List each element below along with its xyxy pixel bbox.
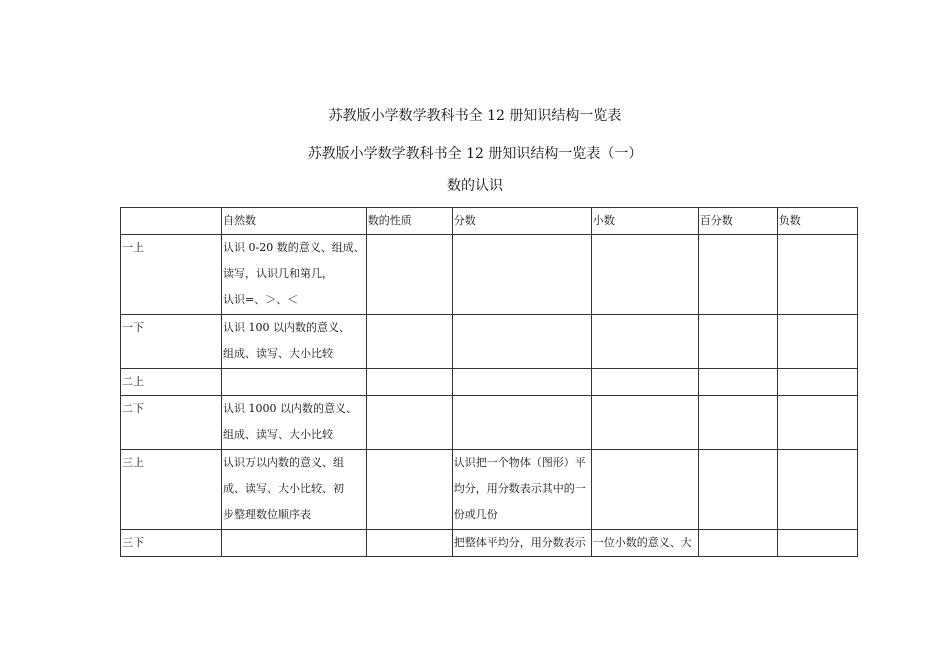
cell-decimals xyxy=(591,369,698,396)
cell-text-line: 认识 1000 以内数的意义、 xyxy=(223,402,357,415)
cell-natural-numbers xyxy=(222,450,367,530)
cell-number-properties xyxy=(366,530,452,557)
cell-text-line: 认识=、＞、＜ xyxy=(223,293,299,306)
cell-negative-numbers xyxy=(777,235,857,315)
table-header-row xyxy=(121,208,858,235)
cell-percentages xyxy=(698,315,777,369)
cell-percentages xyxy=(698,450,777,530)
header-cell-decimals: 小数 xyxy=(591,208,698,235)
grade-cell: 二上 xyxy=(121,369,222,396)
cell-decimals xyxy=(591,396,698,450)
cell-number-properties xyxy=(366,235,452,315)
table-row xyxy=(121,450,858,530)
cell-number-properties xyxy=(366,315,452,369)
section-title: 数的认识 xyxy=(447,178,503,194)
cell-number-properties xyxy=(366,369,452,396)
table-row xyxy=(121,530,858,557)
cell-text-line: 认识把一个物体（图形）平 xyxy=(453,456,586,469)
cell-negative-numbers xyxy=(777,530,857,557)
cell-fractions xyxy=(452,369,591,396)
cell-text-line: 份或几份 xyxy=(453,508,498,521)
grade-cell: 二下 xyxy=(121,396,222,450)
header-cell-negative-numbers: 负数 xyxy=(777,208,857,235)
cell-fractions xyxy=(452,396,591,450)
cell-decimals xyxy=(591,235,698,315)
header-cell-percentages: 百分数 xyxy=(698,208,777,235)
cell-number-properties xyxy=(366,396,452,450)
cell-text-line: 把整体平均分，用分数表示 xyxy=(453,536,586,549)
header-cell-number-properties: 数的性质 xyxy=(366,208,452,235)
cell-decimals xyxy=(591,530,698,557)
table-row xyxy=(121,235,858,315)
grade-cell: 一下 xyxy=(121,315,222,369)
grade-cell: 一上 xyxy=(121,235,222,315)
header-cell-fractions: 分数 xyxy=(452,208,591,235)
cell-natural-numbers xyxy=(222,235,367,315)
grade-cell: 三上 xyxy=(121,450,222,530)
cell-natural-numbers xyxy=(222,530,367,557)
table-row xyxy=(121,369,858,396)
cell-decimals xyxy=(591,450,698,530)
knowledge-table xyxy=(120,207,858,557)
cell-negative-numbers xyxy=(777,369,857,396)
cell-percentages xyxy=(698,369,777,396)
cell-percentages xyxy=(698,396,777,450)
cell-fractions xyxy=(452,450,591,530)
table-row xyxy=(121,315,858,369)
cell-natural-numbers xyxy=(222,315,367,369)
cell-fractions xyxy=(452,530,591,557)
cell-decimals xyxy=(591,315,698,369)
cell-percentages xyxy=(698,530,777,557)
cell-text-line: 组成、读写、大小比较 xyxy=(223,347,333,360)
cell-text-line: 读写，认识几和第几， xyxy=(223,267,333,280)
document-title: 苏教版小学数学教科书全 12 册知识结构一览表 xyxy=(328,108,622,124)
cell-fractions xyxy=(452,235,591,315)
header-cell-corner xyxy=(121,208,222,235)
cell-natural-numbers xyxy=(222,396,367,450)
cell-fractions xyxy=(452,315,591,369)
cell-natural-numbers xyxy=(222,369,367,396)
table-row xyxy=(121,396,858,450)
cell-negative-numbers xyxy=(777,450,857,530)
cell-text-line: 一位小数的意义、大 xyxy=(592,536,692,549)
cell-text-line: 认识 100 以内数的意义、 xyxy=(223,321,350,334)
cell-text-line: 成、读写、大小比较、初 xyxy=(223,482,344,495)
grade-cell: 三下 xyxy=(121,530,222,557)
cell-text-line: 认识 0-20 数的意义、组成、 xyxy=(223,241,365,254)
cell-negative-numbers xyxy=(777,396,857,450)
cell-negative-numbers xyxy=(777,315,857,369)
cell-number-properties xyxy=(366,450,452,530)
header-cell-natural-numbers: 自然数 xyxy=(222,208,367,235)
cell-text-line: 认识万以内数的意义、组 xyxy=(223,456,344,469)
cell-text-line: 组成、读写、大小比较 xyxy=(223,428,333,441)
cell-percentages xyxy=(698,235,777,315)
cell-text-line: 步整理数位顺序表 xyxy=(223,508,311,521)
cell-text-line: 均分，用分数表示其中的一 xyxy=(453,482,586,495)
document-subtitle: 苏教版小学数学教科书全 12 册知识结构一览表（一） xyxy=(307,146,643,162)
